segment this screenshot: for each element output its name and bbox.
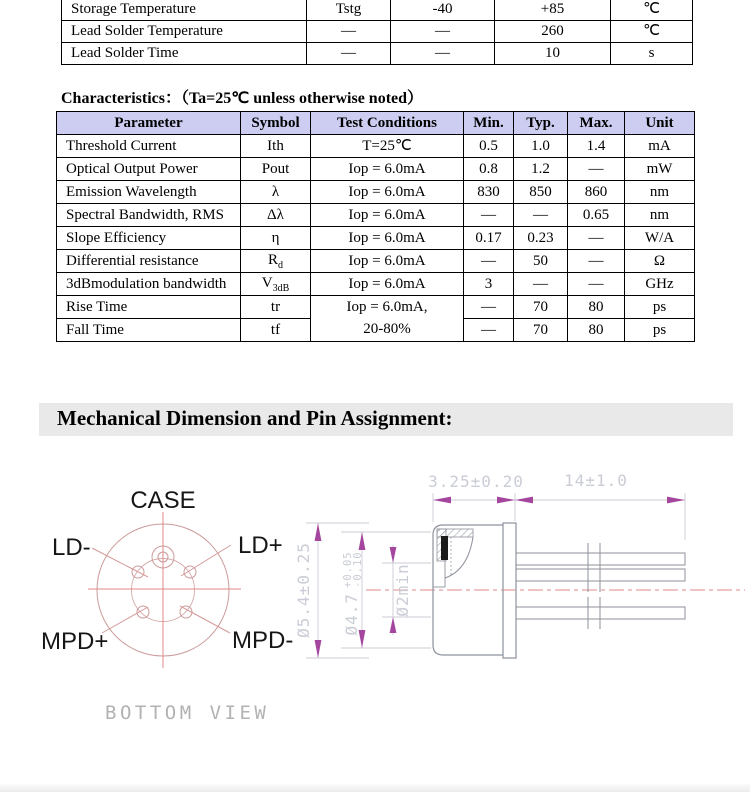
table-row	[57, 250, 695, 273]
cell-unit: mW	[625, 158, 695, 181]
cell-unit: nm	[625, 181, 695, 204]
table-row	[57, 135, 695, 158]
cell-symbol: $R_d$	[241, 250, 311, 273]
cell-unit: s	[611, 43, 693, 65]
cell-max: —	[568, 158, 625, 181]
leads	[516, 543, 685, 629]
cell-parameter: Slope Efficiency	[57, 227, 241, 250]
col-parameter: Parameter	[57, 112, 241, 135]
cond-line1: Iop = 6.0mA,	[346, 298, 428, 315]
cell-cond: Iop = 6.0mA	[311, 227, 464, 250]
col-min: Min.	[464, 112, 514, 135]
cell-parameter: Differential resistance	[57, 250, 241, 273]
cell-symbol: η	[241, 227, 311, 250]
col-typ: Typ.	[514, 112, 568, 135]
table-row	[57, 204, 695, 227]
characteristics-table	[56, 111, 695, 342]
cell-unit: Ω	[625, 250, 695, 273]
cell-cond: Iop = 6.0mA	[311, 204, 464, 227]
cell-cond: Iop = 6.0mA	[311, 250, 464, 273]
cell-parameter: Threshold Current	[57, 135, 241, 158]
dim-can-length-label: 3.25±0.20	[428, 472, 524, 491]
cell-max: 860	[568, 181, 625, 204]
cell-max: 260	[495, 21, 611, 43]
cell-symbol: tf	[241, 319, 311, 342]
cell-min: —	[464, 296, 514, 319]
cell-typ: 850	[514, 181, 568, 204]
cell-symbol: Ith	[241, 135, 311, 158]
cell-max: —	[568, 227, 625, 250]
bottom-view-caption: BOTTOM VIEW	[105, 702, 270, 724]
cell-parameter: Fall Time	[57, 319, 241, 342]
page-bottom-shadow	[0, 784, 750, 792]
col-symbol: Symbol	[241, 112, 311, 135]
cell-cond: Iop = 6.0mA	[311, 273, 464, 296]
table-row	[57, 227, 695, 250]
lens-arc	[445, 537, 473, 578]
table-header-row	[57, 112, 695, 135]
cell-parameter: Storage Temperature	[62, 0, 307, 21]
table-row	[62, 43, 693, 65]
cell-cond: Iop = 6.0mA	[311, 181, 464, 204]
ld-minus-label: LD-	[52, 534, 91, 561]
cell-min: 3	[464, 273, 514, 296]
cell-parameter: Lead Solder Time	[62, 43, 307, 65]
cell-parameter: Lead Solder Temperature	[62, 21, 307, 43]
cell-typ: 1.2	[514, 158, 568, 181]
cell-min: 0.17	[464, 227, 514, 250]
dim-can-dia-value: Ø4.7	[342, 593, 361, 636]
cell-unit: GHz	[625, 273, 695, 296]
cell-min: —	[464, 250, 514, 273]
cell-symbol: $V_{3dB}$	[241, 273, 311, 296]
cell-typ: —	[514, 273, 568, 296]
dim-can-dia-tol-upper: +0.05	[342, 551, 354, 588]
cell-cond-merged	[311, 296, 464, 342]
dim-aperture-label: Ø2min	[393, 563, 412, 617]
cell-max: 80	[568, 319, 625, 342]
mechanical-drawing	[0, 450, 750, 792]
cell-max: 0.65	[568, 204, 625, 227]
cell-cond: T=25℃	[311, 135, 464, 158]
cell-min: —	[464, 204, 514, 227]
cell-max: 10	[495, 43, 611, 65]
col-max: Max.	[568, 112, 625, 135]
cell-max: —	[568, 273, 625, 296]
cond-line2: 20-80%	[363, 320, 411, 337]
cell-symbol: Δλ	[241, 204, 311, 227]
cell-max: 80	[568, 296, 625, 319]
dim-flange-dia-label: Ø5.4±0.25	[294, 542, 313, 638]
cell-parameter: Spectral Bandwidth, RMS	[57, 204, 241, 227]
cell-typ: 70	[514, 296, 568, 319]
cell-unit: W/A	[625, 227, 695, 250]
cell-min: —	[391, 21, 495, 43]
dim-can-dia-tol-lower: -0.10	[352, 551, 364, 588]
absolute-maximum-table	[61, 0, 693, 65]
laser-chip	[441, 536, 448, 560]
characteristics-heading: Characteristics：（Ta=25℃ unless otherwise noted）	[61, 90, 424, 107]
cell-unit: nm	[625, 204, 695, 227]
cell-parameter: Emission Wavelength	[57, 181, 241, 204]
cell-unit: ℃	[611, 0, 693, 21]
mechanical-heading: Mechanical Dimension and Pin Assignment:	[57, 406, 453, 430]
cell-min: 0.5	[464, 135, 514, 158]
cell-max: 1.4	[568, 135, 625, 158]
cell-typ: 50	[514, 250, 568, 273]
cell-min: —	[391, 43, 495, 65]
side-view	[294, 471, 745, 658]
case-label: CASE	[130, 487, 196, 514]
cell-min: —	[464, 319, 514, 342]
ld-minus-leader	[92, 548, 148, 577]
symbol-subscript: 3dB	[272, 282, 290, 294]
dim-can-dia-label	[342, 551, 364, 635]
cell-max: +85	[495, 0, 611, 21]
cell-max: —	[568, 250, 625, 273]
cell-unit: ps	[625, 296, 695, 319]
table-row	[57, 181, 695, 204]
table-row	[57, 273, 695, 296]
cell-symbol: Pout	[241, 158, 311, 181]
col-test-conditions: Test Conditions	[311, 112, 464, 135]
ld-plus-leader	[181, 545, 231, 576]
dim-lead-length-label: 14±1.0	[564, 471, 628, 490]
bottom-view	[41, 487, 293, 724]
cell-unit: mA	[625, 135, 695, 158]
mpd-plus-label: MPD+	[41, 628, 109, 655]
cell-unit: ℃	[611, 21, 693, 43]
cell-typ: 0.23	[514, 227, 568, 250]
mpd-minus-label: MPD-	[232, 627, 294, 654]
table-row	[57, 296, 695, 319]
ld-plus-label: LD+	[238, 532, 283, 559]
cell-typ: —	[514, 204, 568, 227]
table-row	[62, 0, 693, 21]
cell-symbol: tr	[241, 296, 311, 319]
cell-min: 830	[464, 181, 514, 204]
table-row	[62, 21, 693, 43]
cell-symbol: Tstg	[307, 0, 391, 21]
cell-parameter: Rise Time	[57, 296, 241, 319]
symbol-subscript: d	[278, 259, 283, 271]
table-row	[57, 158, 695, 181]
cell-min: 0.8	[464, 158, 514, 181]
cell-parameter: Optical Output Power	[57, 158, 241, 181]
cell-cond: Iop = 6.0mA	[311, 158, 464, 181]
cell-unit: ps	[625, 319, 695, 342]
col-unit: Unit	[625, 112, 695, 135]
cell-symbol: —	[307, 43, 391, 65]
cell-symbol: λ	[241, 181, 311, 204]
dimension-arrows	[315, 497, 685, 658]
cell-min: -40	[391, 0, 495, 21]
mpd-plus-leader	[102, 607, 148, 633]
section-heading-band	[39, 403, 733, 436]
cell-typ: 1.0	[514, 135, 568, 158]
cell-typ: 70	[514, 319, 568, 342]
cell-symbol: —	[307, 21, 391, 43]
cell-parameter: 3dBmodulation bandwidth	[57, 273, 241, 296]
